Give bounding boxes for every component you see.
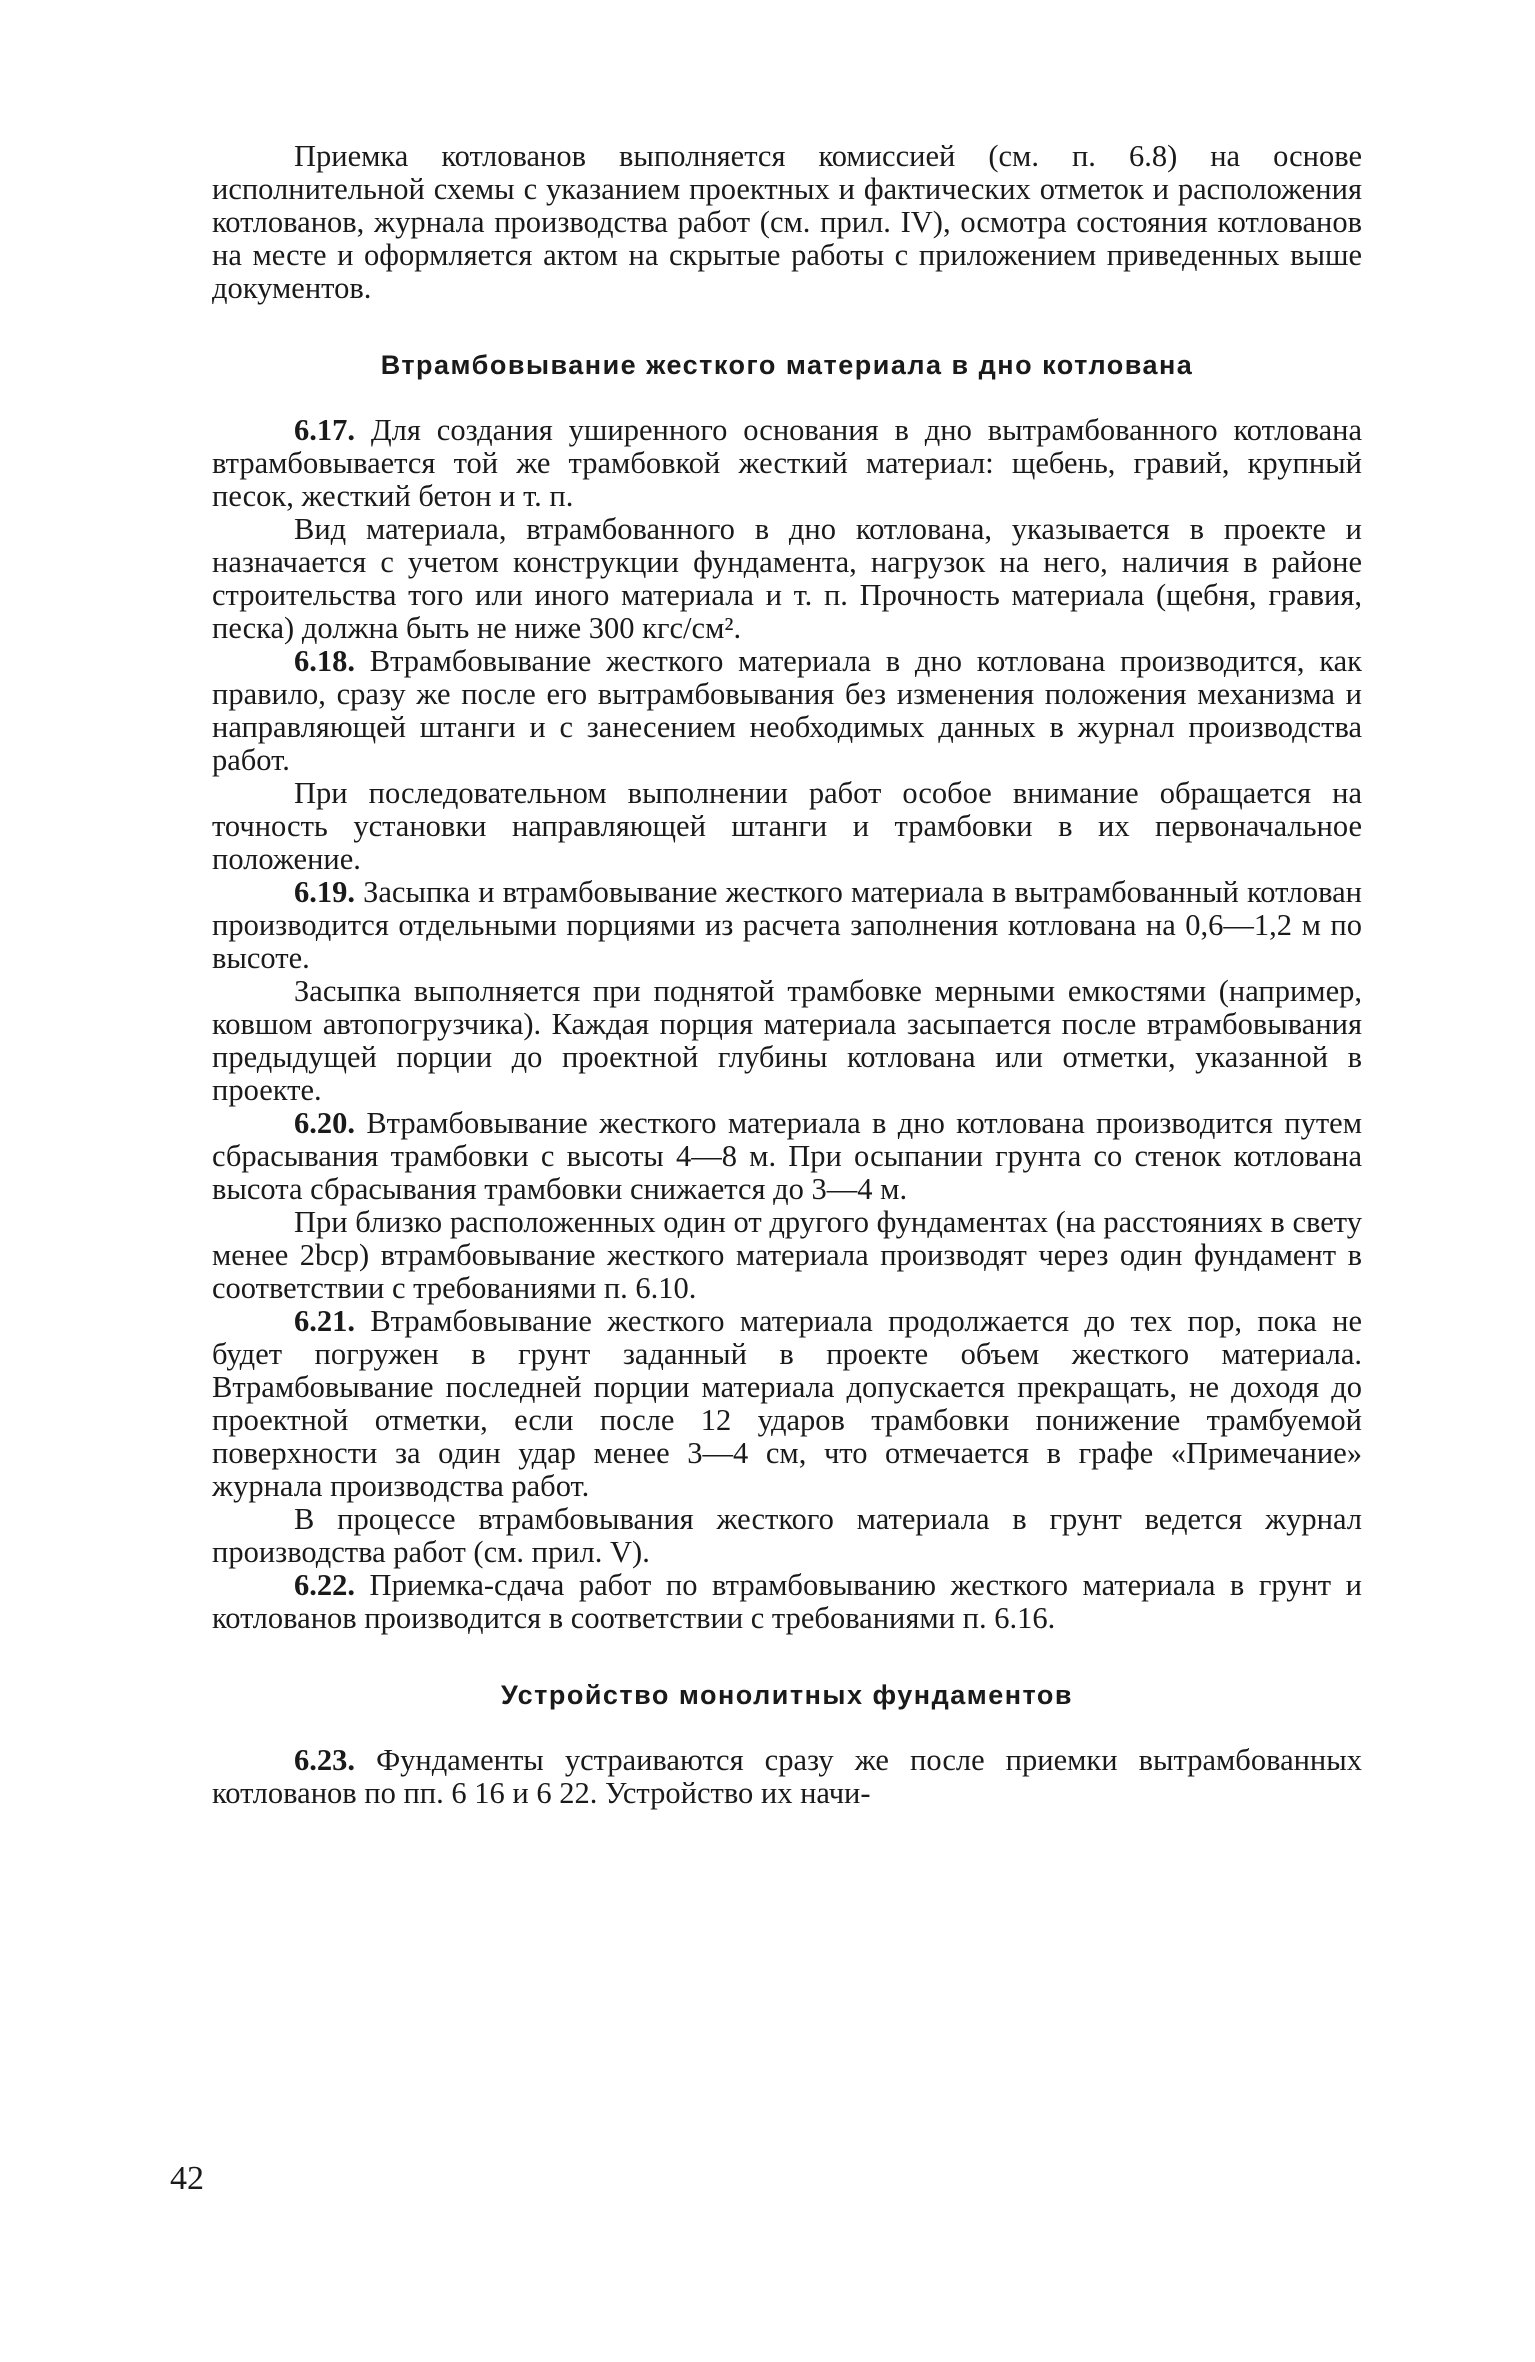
paragraph-text: Засыпка выполняется при поднятой трамбовке мерными емкостями (например, ковшом автопогрузчика). Каждая порция материала засыпается после втрамбовывания предыдущей порции до проектной глубины котлована или отметки, указанной в проекте.	[212, 974, 1362, 1107]
paragraph	[212, 140, 1362, 305]
paragraph-text: Втрамбовывание жесткого материала продолжается до тех пор, пока не будет погружен в грунт заданный в проекте объем жесткого материала. Втрамбовывание последней порции материала допускается прекращать, не доходя до проектной отметки, если после 12 ударов трамбовки понижение трамбуемой поверхности за один удар менее 3—4 см, что отмечается в графе «Примечание» журнала производства работ.	[212, 1304, 1362, 1503]
paragraph-text: При последовательном выполнении работ особое внимание обращается на точность установки направляющей штанги и трамбовки в их первоначальное положение.	[212, 776, 1362, 876]
paragraph	[212, 777, 1362, 876]
paragraph-6-17	[212, 414, 1362, 513]
paragraph	[212, 1206, 1362, 1305]
paragraph	[212, 1503, 1362, 1569]
page-body	[212, 140, 1362, 1810]
clause-number: 6.18.	[294, 644, 355, 678]
paragraph	[212, 513, 1362, 645]
section-heading-2: Устройство монолитных фундаментов	[501, 1680, 1073, 1710]
paragraph-text: Вид материала, втрамбованного в дно котлована, указывается в проекте и назначается с учетом конструкции фундамента, нагрузок на него, наличия в районе строительства того или иного материала и т. п. Прочность материала (щебня, гравия, песка) должна быть не ниже 300 кгс/см².	[212, 512, 1362, 645]
paragraph-text: Втрамбовывание жесткого материала в дно котлована производится путем сбрасывания трамбовки с высоты 4—8 м. При осыпании грунта со стенок котлована высота сбрасывания трамбовки снижается до 3—4 м.	[212, 1106, 1362, 1206]
page-number: 42	[170, 2160, 204, 2197]
clause-number: 6.21.	[294, 1304, 355, 1338]
paragraph	[212, 975, 1362, 1107]
paragraph-text: Приемка котлованов выполняется комиссией (см. п. 6.8) на основе исполнительной схемы с указанием проектных и фактических отметок и расположения котлованов, журнала производства работ (см. прил. IV), осмотра состояния котлованов на месте и оформляется актом на скрытые работы с приложением приведенных выше документов.	[212, 139, 1362, 305]
clause-number: 6.20.	[294, 1106, 355, 1140]
paragraph-6-21	[212, 1305, 1362, 1503]
clause-number: 6.22.	[294, 1568, 355, 1602]
paragraph-6-22	[212, 1569, 1362, 1635]
paragraph-text: Втрамбовывание жесткого материала в дно котлована производится, как правило, сразу же после его вытрамбовывания без изменения положения механизма и направляющей штанги и с занесением необходимых данных в журнал производства работ.	[212, 644, 1362, 777]
paragraph-text: Фундаменты устраиваются сразу же после приемки вытрамбованных котлованов по пп. 6 16 и 6 22. Устройство их начи-	[212, 1743, 1362, 1810]
section-heading-1: Втрамбовывание жесткого материала в дно котлована	[380, 350, 1194, 380]
paragraph-text: В процессе втрамбовывания жесткого материала в грунт ведется журнал производства работ (см. прил. V).	[212, 1502, 1362, 1569]
paragraph-text: Приемка-сдача работ по втрамбовыванию жесткого материала в грунт и котлованов производится в соответствии с требованиями п. 6.16.	[212, 1568, 1362, 1635]
clause-number: 6.23.	[294, 1743, 355, 1777]
paragraph-text: Засыпка и втрамбовывание жесткого материала в вытрамбованный котлован производится отдельными порциями из расчета заполнения котлована на 0,6—1,2 м по высоте.	[212, 875, 1362, 975]
paragraph-text: Для создания уширенного основания в дно вытрамбованного котлована втрамбовывается той же трамбовкой жесткий материал: щебень, гравий, крупный песок, жесткий бетон и т. п.	[212, 413, 1362, 513]
paragraph-6-23	[212, 1744, 1362, 1810]
paragraph-6-18	[212, 645, 1362, 777]
paragraph-6-20	[212, 1107, 1362, 1206]
clause-number: 6.17.	[294, 413, 355, 447]
paragraph-text: При близко расположенных один от другого фундаментах (на расстояниях в свету менее 2bср) втрамбовывание жесткого материала производят через один фундамент в соответствии с требованиями п. 6.10.	[212, 1205, 1362, 1305]
paragraph-6-19	[212, 876, 1362, 975]
clause-number: 6.19.	[294, 875, 355, 909]
